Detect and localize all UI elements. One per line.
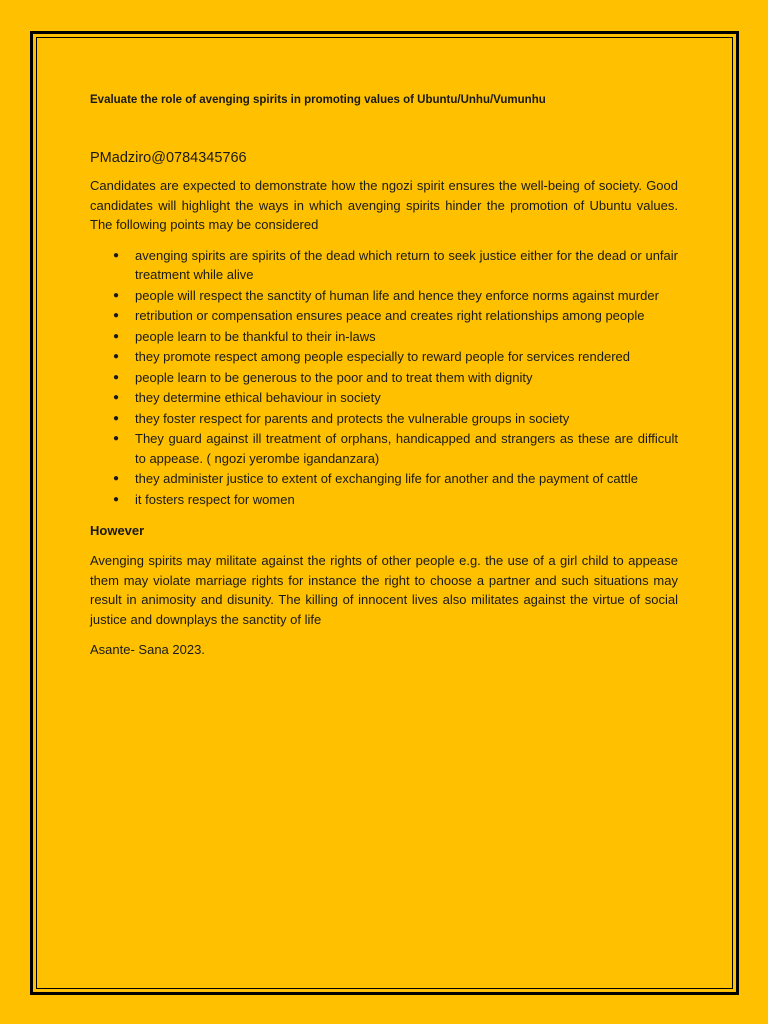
bullet-icon: ● (113, 330, 120, 342)
point-text: avenging spirits are spirits of the dead which return to seek justice either for the dead or unfair treatment while alive (135, 247, 678, 282)
point-text: people learn to be thankful to their in-laws (135, 328, 376, 344)
question-title: Evaluate the role of avenging spirits in promoting values of Ubuntu/Unhu/Vumunhu (90, 94, 546, 106)
list-item (90, 286, 678, 306)
list-item (90, 469, 678, 489)
list-item (90, 306, 678, 326)
bullet-icon: ● (113, 289, 120, 301)
point-text: they foster respect for parents and protects the vulnerable groups in society (135, 410, 570, 426)
closing-signoff: Asante- Sana 2023. (90, 642, 205, 657)
list-item (90, 490, 678, 510)
bullet-icon: ● (113, 473, 120, 484)
bullet-icon: ● (113, 433, 120, 444)
point-text: they determine ethical behaviour in society (135, 390, 381, 405)
point-text: retribution or compensation ensures peace and creates right relationships among people (135, 308, 645, 323)
point-text: they administer justice to extent of exchanging life for another and the payment of cattle (135, 471, 638, 486)
point-text: they promote respect among people especially to reward people for services rendered (135, 349, 630, 364)
list-item (90, 347, 678, 367)
bullet-icon: ● (113, 392, 120, 403)
document-body (90, 92, 678, 660)
list-item (90, 429, 678, 468)
intro-paragraph: Candidates are expected to demonstrate how the ngozi spirit ensures the well-being of society. Good candidates will highlight the ways in which avenging spirits hinder the promotion of Ubuntu values. The following points may be considered (90, 178, 678, 232)
list-item (90, 409, 678, 429)
bullet-icon: ● (113, 493, 120, 505)
bullet-icon: ● (113, 310, 120, 321)
point-text: people will respect the sanctity of human life and hence they enforce norms against murder (135, 287, 659, 303)
points-list (90, 246, 678, 510)
list-item (90, 327, 678, 347)
point-text: people learn to be generous to the poor and to treat them with dignity (135, 369, 533, 385)
bullet-icon: ● (113, 371, 120, 383)
list-item (90, 368, 678, 388)
however-paragraph: Avenging spirits may militate against the rights of other people e.g. the use of a girl child to appease them may violate marriage rights for instance the right to choose a partner and such situations may result in animosity and disunity. The killing of innocent lives also militates against the virtue of social justice and downplays the sanctity of life (90, 553, 678, 627)
list-item (90, 246, 678, 285)
bullet-icon: ● (113, 351, 120, 362)
point-text: They guard against ill treatment of orphans, handicapped and strangers as these are difficult to appease. ( ngozi yerombe igandanzara) (135, 431, 678, 466)
list-item (90, 388, 678, 408)
bullet-icon: ● (113, 249, 120, 261)
point-text: it fosters respect for women (135, 491, 295, 507)
author-contact: PMadziro@0784345766 (90, 150, 247, 166)
bullet-icon: ● (113, 412, 120, 424)
however-heading: However (90, 523, 145, 538)
